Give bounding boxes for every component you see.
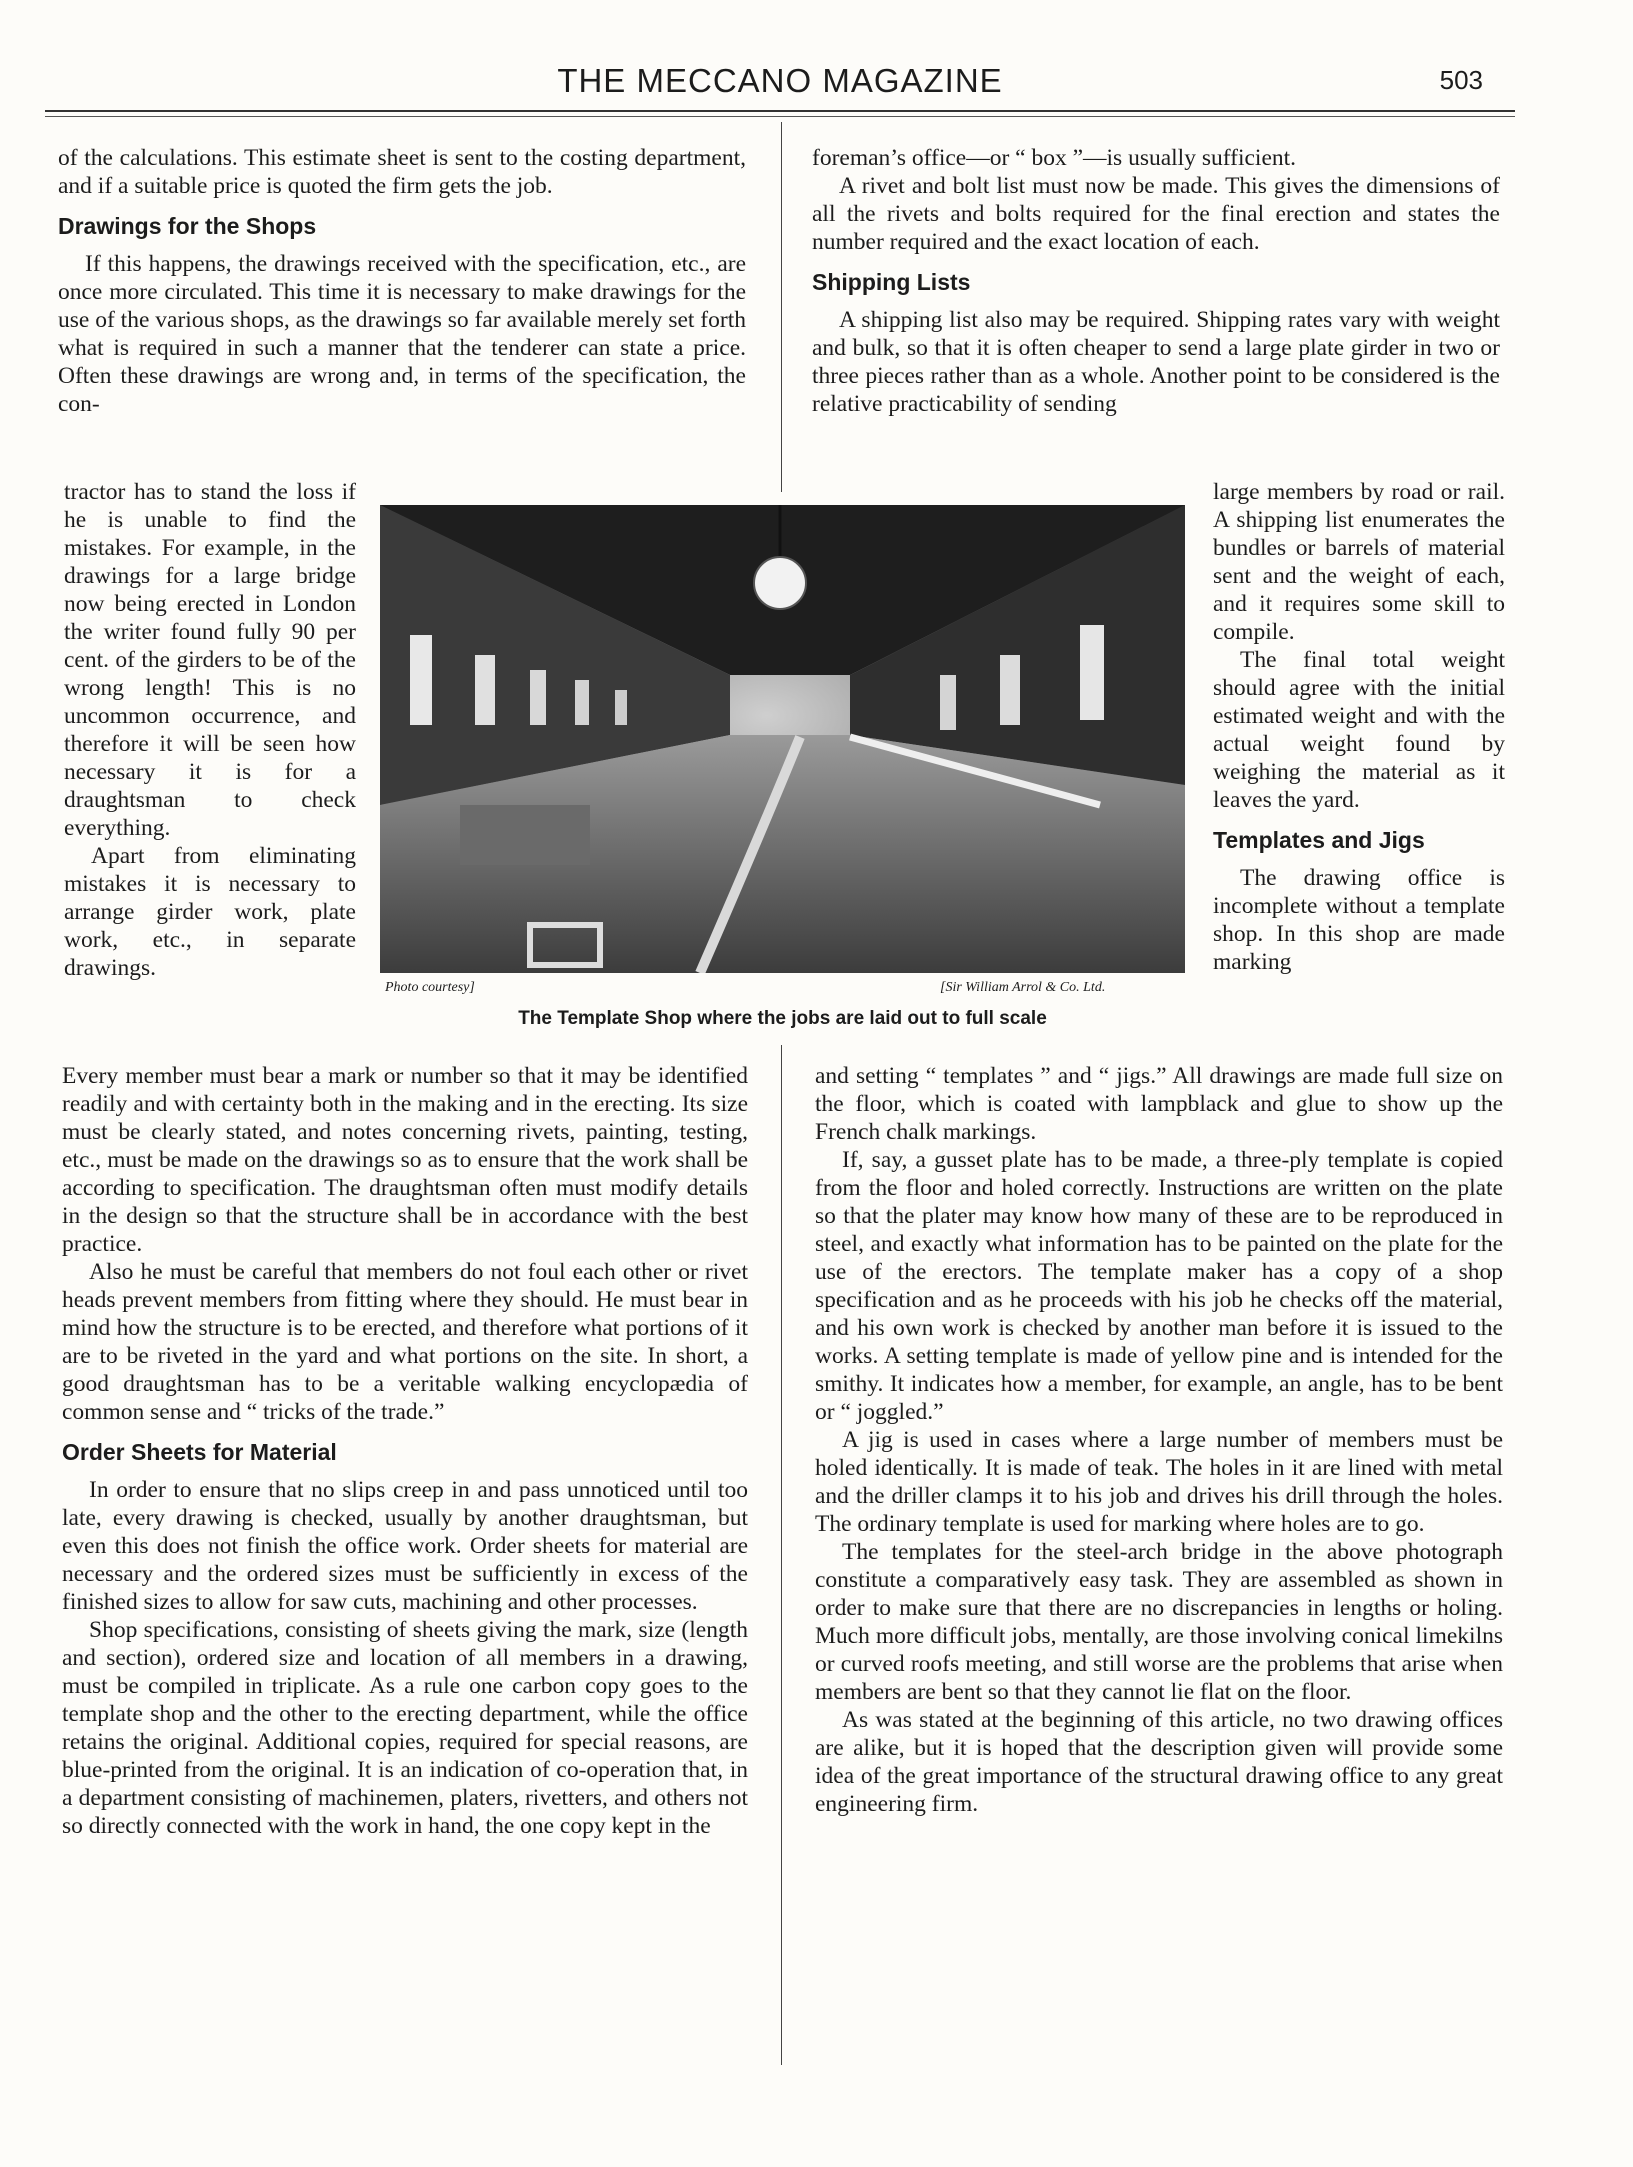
template-shop-photo [380,505,1185,973]
paragraph: A shipping list also may be required. Shipping rates vary with weight and bulk, so that it is often cheaper to send a large plate girder in two or three pieces rather than as a whole. Another point to be considered is the relative practicability of sending [812,307,1500,417]
paragraph: If this happens, the drawings received with the specification, etc., are once more circulated. This time it is necessary to make drawings for the use of the various shops, as the drawings so far available merely set forth what is required in such a manner that the tenderer can state a price. Often these drawings are wrong and, in terms of the specification, the con- [58,251,746,417]
paragraph: and setting “ templates ” and “ jigs.” All drawings are made full size on the floor, which is coated with lampblack and glue to show up the French chalk markings. [815,1063,1503,1145]
paragraph: tractor has to stand the loss if he is unable to find the mistakes. For example, in the drawings for a large bridge now being erected in London the writer found fully 90 per cent. of the girders to be of the wrong length! This is no uncommon occurrence, and therefore it will be seen how necessary it is for a draughtsman to check everything. [64,479,356,841]
header-rule-secondary [45,116,1515,117]
paragraph: Also he must be careful that members do not foul each other or rivet heads prevent members from fitting where they should. He must bear in mind how the structure is to be erected, and therefore what portions of it are to be riveted in the yard and what portions on the site. In short, a good draughtsman has to be a veritable walking encyclopædia of common sense and “ tricks of the trade.” [62,1259,748,1425]
paragraph: A jig is used in cases where a large number of members must be holed identically. It is made of teak. The holes in it are lined with metal and the driller clamps it to his job and drives his drill through the holes. The ordinary template is used for marking where holes are to go. [815,1427,1503,1537]
paragraph: If, say, a gusset plate has to be made, a three-ply template is copied from the floor and holed correctly. Instructions are written on the plate so that the plater may know how many of these are to be reproduced in steel, and exactly what information has to be painted on the plate for the use of the erectors. The template maker has a copy of a shop specification and as he proceeds with his job he checks off the material, and his own work is checked by another man before it is issued to the works. A setting template is made of yellow pine and is intended for the smithy. It indicates how a member, for example, an angle, has to be bent or “ joggled.” [815,1147,1503,1425]
paragraph: In order to ensure that no slips creep in and pass unnoticed until too late, every drawing is checked, usually by another draughtsman, but even this does not finish the office work. Order sheets for material are necessary and the ordered sizes must be sufficiently in excess of the finished sizes to allow for saw cuts, machining and other processes. [62,1477,748,1615]
paragraph: Shop specifications, consisting of sheets giving the mark, size (length and section), ordered size and location of all members in a drawing, must be compiled in triplicate. As a rule one carbon copy goes to the template shop and the other to the erecting department, while the office retains the original. Additional copies, required for special reasons, are blue-printed from the original. It is an indication of co-operation that, in a department consisting of machinemen, platers, rivetters, and others not so directly connected with the work in hand, the one copy kept in the [62,1617,748,1839]
paragraph: of the calculations. This estimate sheet is sent to the costing department, and if a suitable price is quoted the firm gets the job. [58,145,746,199]
section-heading: Drawings for the Shops [58,213,317,239]
photo-illustration [380,505,1185,973]
page-header [45,62,1515,106]
paragraph: foreman’s office—or “ box ”—is usually sufficient. [812,145,1297,171]
left-column-top [58,144,746,418]
section-heading: Shipping Lists [812,269,971,295]
right-column-wrap [1213,478,1505,976]
paragraph: The drawing office is incomplete without a template shop. In this shop are made marking [1213,865,1505,975]
photo-credit-source: [Sir William Arrol & Co. Ltd. [940,980,1106,995]
photo-caption: The Template Shop where the jobs are laid out to full scale [518,1008,1047,1029]
right-column-bottom [815,1062,1503,1818]
paragraph: large members by road or rail. A shipping list enumerates the bundles or barrels of material sent and the weight of each, and it requires some skill to compile. [1213,479,1505,645]
magazine-title: THE MECCANO MAGAZINE [557,62,1003,99]
page-number: 503 [1439,65,1483,95]
paragraph: A rivet and bolt list must now be made. This gives the dimensions of all the rivets and bolts required for the final erection and states the number required and the exact location of each. [812,173,1500,255]
section-heading: Order Sheets for Material [62,1439,337,1465]
section-heading: Templates and Jigs [1213,827,1425,853]
photo-credit: Photo courtesy] [385,980,475,995]
paragraph: Every member must bear a mark or number so that it may be identified readily and with certainty both in the making and in the erecting. Its size must be clearly stated, and notes concerning rivets, painting, testing, etc., must be made on the drawings so as to ensure that the work shall be according to specification. The draughtsman often must modify details in the design so that the structure shall be in accordance with the best practice. [62,1063,748,1257]
left-column-wrap [64,478,356,982]
right-column-top [812,144,1500,418]
header-rule [45,110,1515,112]
column-divider-bottom [781,1045,782,2065]
paragraph: As was stated at the beginning of this article, no two drawing offices are alike, but it is hoped that the description given will provide some idea of the great importance of the structural drawing office to any great engineering firm. [815,1707,1503,1817]
paragraph: Apart from eliminating mistakes it is necessary to arrange girder work, plate work, etc., in separate drawings. [64,843,356,981]
column-divider-top [781,122,782,492]
paragraph: The final total weight should agree with the initial estimated weight and with the actual weight found by weighing the material as it leaves the yard. [1213,647,1505,813]
paragraph: The templates for the steel-arch bridge in the above photograph constitute a comparatively easy task. They are assembled as shown in order to make sure that there are no discrepancies in lengths or holing. Much more difficult jobs, mentally, are those involving conical limekilns or curved roofs meeting, and still worse are the problems that arise when members are bent so that they cannot lie flat on the floor. [815,1539,1503,1705]
left-column-bottom [62,1062,748,1840]
